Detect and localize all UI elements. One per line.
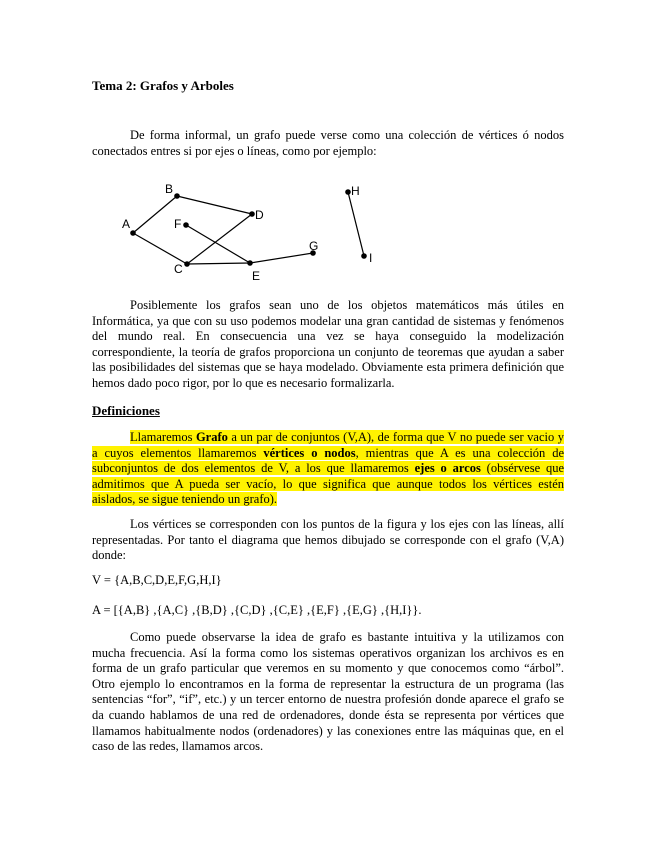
label-F: F bbox=[174, 217, 182, 231]
edge-B-D bbox=[177, 196, 252, 214]
node-D bbox=[249, 211, 255, 217]
label-H: H bbox=[351, 184, 360, 198]
paragraph-examples: Como puede observarse la idea de grafo es bastante intuitiva y la utilizamos con mucha frecuencia. Así la forma como los sistemas operativos organizan los archivos es en forma de un grafo particular que veremos en su momento y que conocemos como “árbol”. Otro ejemplo lo encontramos en la forma de representar la estructura de un programa (las sentencias “for”, “if”, etc.) y un tercer entorno de nuestra profesión donde aparece el grafo se da cuando hablamos de una red de ordenadores, donde ésta se representa por vértices que llamamos habitualmente nodos (ordenadores) y las conexiones entre las máquinas que, en el caso de las redes, llamamos arcos. bbox=[92, 630, 564, 754]
intro-paragraph: De forma informal, un grafo puede verse como una colección de vértices ó nodos conectados entres si por ejes o líneas, como por ejemplo: bbox=[92, 128, 564, 158]
label-I: I bbox=[369, 251, 373, 265]
def-term-grafo: Grafo bbox=[195, 430, 228, 444]
label-A: A bbox=[122, 217, 131, 231]
edge-A-B bbox=[133, 196, 177, 233]
paragraph-informatica: Posiblemente los grafos sean uno de los objetos matemáticos más útiles en Informática, ya que con su uso podemos modelar una gran cantidad de sistemas y fenómenos del mundo real. En consecuencia una vez se haya conseguido la modelización correspondiente, la teoría de grafos proporciona un conjunto de teoremas que ayudan a saber las posibilidades del sistemas que se haya modelado. Obviamente esta primera definición que hemos dado poco rigor, por lo que es necesario formalizarla. bbox=[92, 298, 564, 390]
label-B: B bbox=[165, 182, 174, 196]
edge-C-E bbox=[187, 263, 250, 264]
definitions-heading: Definiciones bbox=[92, 403, 160, 418]
node-F bbox=[183, 222, 189, 228]
node-C bbox=[184, 261, 190, 267]
node-B bbox=[174, 193, 180, 199]
page-title: Tema 2: Grafos y Arboles bbox=[92, 78, 234, 93]
edge-set: A = [{A,B} ,{A,C} ,{B,D} ,{C,D} ,{C,E} ,{E,F} ,{E,G} ,{H,I}}. bbox=[92, 603, 422, 617]
def-text-4: (obsérvese que admitimos que A pueda ser vacío, lo que significa que aunque todos los vértices estén aislados, se sigue teniendo un grafo). bbox=[92, 461, 564, 507]
def-text-1: Llamaremos bbox=[130, 430, 196, 444]
node-I bbox=[361, 253, 367, 259]
def-text-2: a un par de conjuntos (V,A), de forma que V no puede ser vacio y a cuyos elementos llamaremos bbox=[92, 430, 564, 460]
definition-paragraph bbox=[92, 430, 564, 508]
label-E: E bbox=[252, 269, 261, 283]
paragraph-vertices: Los vértices se corresponden con los puntos de la figura y los ejes con las líneas, allí representadas. Por tanto el diagrama que hemos dibujado se corresponde con el grafo (V,A) donde: bbox=[92, 517, 564, 563]
edge-A-C bbox=[133, 233, 187, 264]
vertex-set: V = {A,B,C,D,E,F,G,H,I} bbox=[92, 573, 222, 587]
def-term-ejes: ejes o arcos bbox=[414, 461, 481, 476]
edge-H-I bbox=[348, 192, 364, 256]
node-E bbox=[247, 260, 253, 266]
label-C: C bbox=[174, 262, 183, 276]
node-H bbox=[345, 189, 351, 195]
node-A bbox=[130, 230, 136, 236]
label-D: D bbox=[255, 208, 264, 222]
def-text-3: , mientras que A es una colección de subconjuntos de dos elementos de V, a los que llamaremos bbox=[92, 445, 564, 476]
def-term-vertices: vértices o nodos bbox=[263, 445, 356, 460]
label-G: G bbox=[309, 239, 319, 253]
edge-E-G bbox=[250, 253, 313, 263]
edge-C-D bbox=[187, 214, 252, 264]
